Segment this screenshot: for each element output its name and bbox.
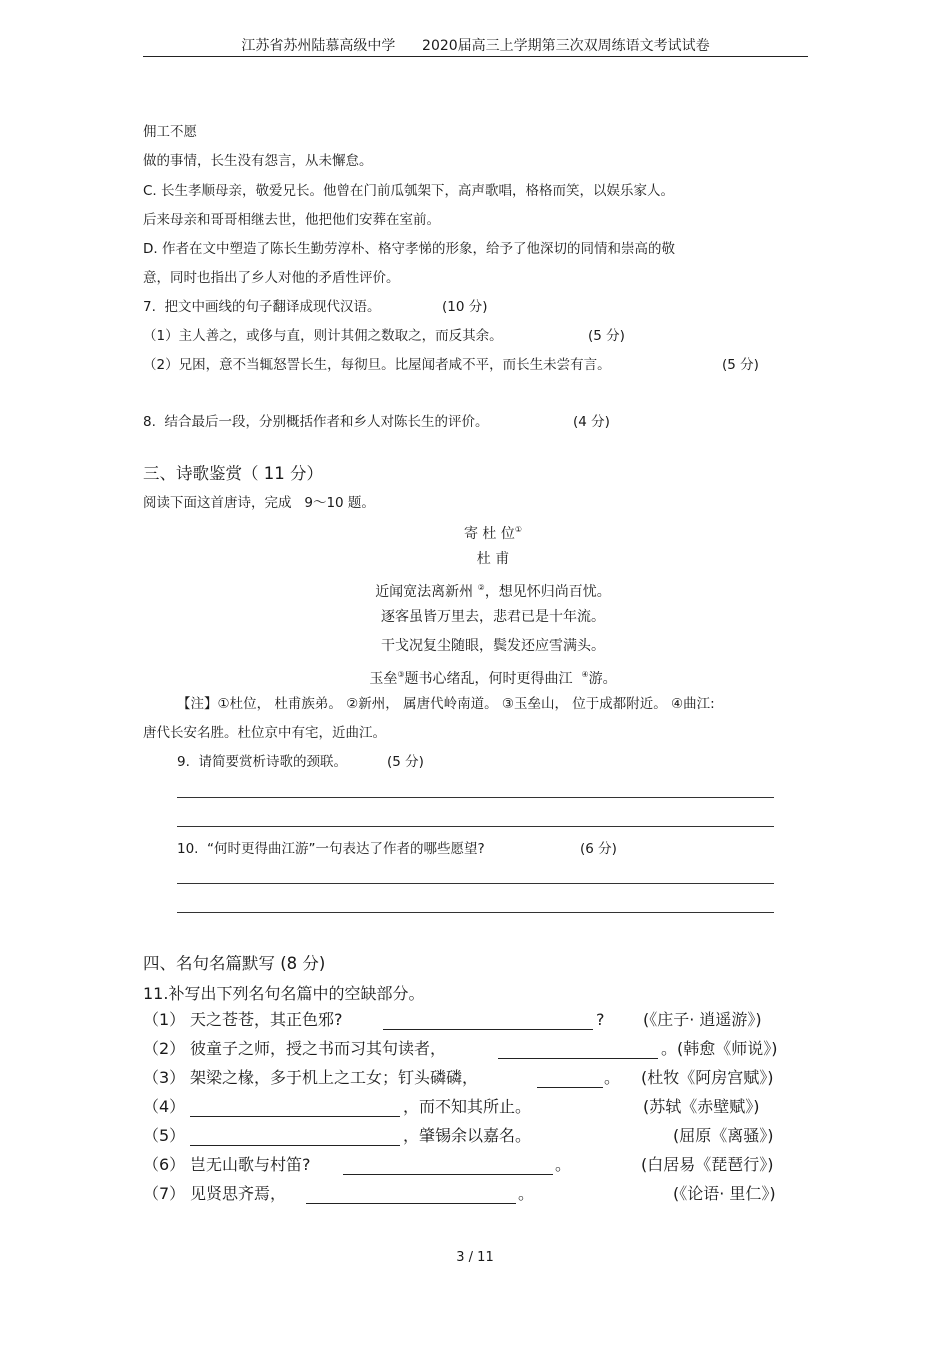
section3-title: 三、诗歌鉴赏（ 11 分） — [143, 464, 323, 483]
page-header — [143, 36, 808, 56]
q6-option-d-line1: D. 作者在文中塑造了陈长生勤劳淳朴、格守孝悌的形象，给予了他深切的同情和崇高的敬 — [143, 241, 675, 257]
fill-blank[interactable] — [190, 1145, 400, 1146]
q9-answer-line — [177, 826, 774, 827]
poem-line-1 — [143, 578, 843, 602]
fill-item-source: (苏轼《赤壁赋》) — [643, 1097, 760, 1116]
fill-blank[interactable] — [343, 1174, 553, 1175]
header-school: 江苏省苏州陆慕高级中学 — [241, 38, 396, 54]
poem-line-1a: 近闻宽法离新州 — [375, 584, 474, 600]
fill-item-number: （1） — [143, 1010, 186, 1029]
fill-item-after: 。 — [661, 1039, 678, 1058]
fill-item-number: （3） — [143, 1068, 186, 1087]
q7-stem: 7. 把文中画线的句子翻译成现代汉语。 — [143, 299, 381, 315]
fill-item-before: 天之苍苍，其正色邪? — [190, 1010, 343, 1029]
fill-item-source: (《论语· 里仁》) — [673, 1184, 776, 1203]
fill-item-after: ，而不知其所止。 — [403, 1097, 532, 1116]
poem-line-3: 干戈况复尘随眼，鬓发还应雪满头。 — [381, 638, 605, 654]
poem-line-4a: 玉垒 — [369, 671, 398, 687]
fill-item-before: 彼童子之师，授之书而习其句读者， — [190, 1039, 447, 1058]
fill-blank[interactable] — [383, 1029, 593, 1030]
q7-sentence-2-score: (5 分) — [722, 357, 759, 373]
q11-stem: 11.补写出下列名句名篇中的空缺部分。 — [143, 984, 425, 1003]
fill-item-number: （7） — [143, 1184, 186, 1203]
q7-sentence-2: （2）兄困，意不当辄怒詈长生，每彻旦。比屋闻者咸不平，而长生未尝有言。 — [143, 357, 611, 373]
header-exam: 2020届高三上学期第三次双周练语文考试试卷 — [422, 38, 710, 54]
q9-stem: 9. 请简要赏析诗歌的颈联。 — [177, 754, 347, 770]
q10-stem: 10. “何时更得曲江游”一句表达了作者的哪些愿望? — [177, 841, 485, 857]
poem-line-2: 逐客虽皆万里去，悲君已是十年流。 — [381, 609, 605, 625]
section4-title: 四、名句名篇默写 (8 分) — [143, 954, 326, 973]
q9-score: (5 分) — [387, 754, 424, 770]
fill-blank[interactable] — [498, 1058, 658, 1059]
section3-intro: 阅读下面这首唐诗，完成 9～10 题。 — [143, 495, 375, 511]
poem-notes-line1: 【注】①杜位， 杜甫族弟。 ②新州， 属唐代岭南道。 ③玉垒山， 位于成都附近。 ④曲江: — [177, 696, 715, 712]
q7-sentence-1: （1）主人善之，或侈与直，则计其佣之数取之，而反其余。 — [143, 328, 503, 344]
fill-item-after: ，肇锡余以嘉名。 — [403, 1126, 532, 1145]
q6-line1: 佣工不愿 — [143, 124, 197, 140]
fill-item-after: 。 — [555, 1155, 572, 1174]
fill-item-after: 。 — [604, 1068, 621, 1087]
fill-blank[interactable] — [190, 1116, 400, 1117]
fill-item-after: 。 — [518, 1184, 535, 1203]
header-rule — [143, 56, 808, 57]
q9-answer-line — [177, 797, 774, 798]
fill-blank[interactable] — [537, 1087, 603, 1088]
fill-blank[interactable] — [306, 1203, 516, 1204]
q7-sentence-1-score: (5 分) — [588, 328, 625, 344]
poem-note-mark-4: ④ — [581, 670, 589, 679]
fill-item-number: （2） — [143, 1039, 186, 1058]
fill-item-number: （4） — [143, 1097, 186, 1116]
poem-title — [143, 520, 843, 544]
fill-item-source: (屈原《离骚》) — [673, 1126, 774, 1145]
page-number: 3 / 11 — [456, 1250, 494, 1265]
poem-note-mark-2: ② — [477, 583, 485, 592]
poem-notes-line2: 唐代长安名胜。杜位京中有宅，近曲江。 — [143, 725, 386, 741]
poem-line-4c: 游。 — [588, 671, 617, 687]
q10-answer-line — [177, 883, 774, 884]
fill-item-number: （6） — [143, 1155, 186, 1174]
fill-item-number: （5） — [143, 1126, 186, 1145]
poem-line-4b: 题书心绪乱，何时更得曲江 — [404, 671, 573, 687]
fill-item-before: 岂无山歌与村笛? — [190, 1155, 311, 1174]
fill-item-source: (韩愈《师说》) — [677, 1039, 778, 1058]
poem-title-text: 寄 杜 位 — [463, 526, 515, 542]
q10-answer-line — [177, 912, 774, 913]
q10-score: (6 分) — [580, 841, 617, 857]
fill-item-after: ? — [596, 1010, 605, 1029]
poem-author: 杜 甫 — [476, 551, 510, 567]
poem-title-note-mark: ① — [514, 525, 523, 534]
q8-stem: 8. 结合最后一段，分别概括作者和乡人对陈长生的评价。 — [143, 414, 489, 430]
q6-option-c-line2: 后来母亲和哥哥相继去世，他把他们安葬在室前。 — [143, 212, 440, 228]
fill-item-source: (《庄子· 逍遥游》) — [643, 1010, 762, 1029]
poem-line-1b: ，想见怀归尚百忧。 — [484, 584, 611, 600]
q7-score: (10 分) — [442, 299, 488, 315]
q8-score: (4 分) — [573, 414, 610, 430]
fill-item-before: 见贤思齐焉， — [190, 1184, 287, 1203]
fill-item-before: 架梁之椽，多于机上之工女；钉头磷磷， — [190, 1068, 479, 1087]
poem-note-mark-3: ③ — [397, 670, 405, 679]
q6-line2: 做的事情，长生没有怨言，从未懈怠。 — [143, 153, 373, 169]
fill-item-source: (杜牧《阿房宫赋》) — [641, 1068, 774, 1087]
q6-option-d-line2: 意，同时也指出了乡人对他的矛盾性评价。 — [143, 270, 400, 286]
q6-option-c-line1: C. 长生孝顺母亲，敬爱兄长。他曾在门前瓜瓠架下，高声歌唱，格格而笑，以娱乐家人。 — [143, 183, 675, 199]
fill-item-source: (白居易《琵琶行》) — [641, 1155, 774, 1174]
poem-line-4 — [143, 665, 843, 689]
